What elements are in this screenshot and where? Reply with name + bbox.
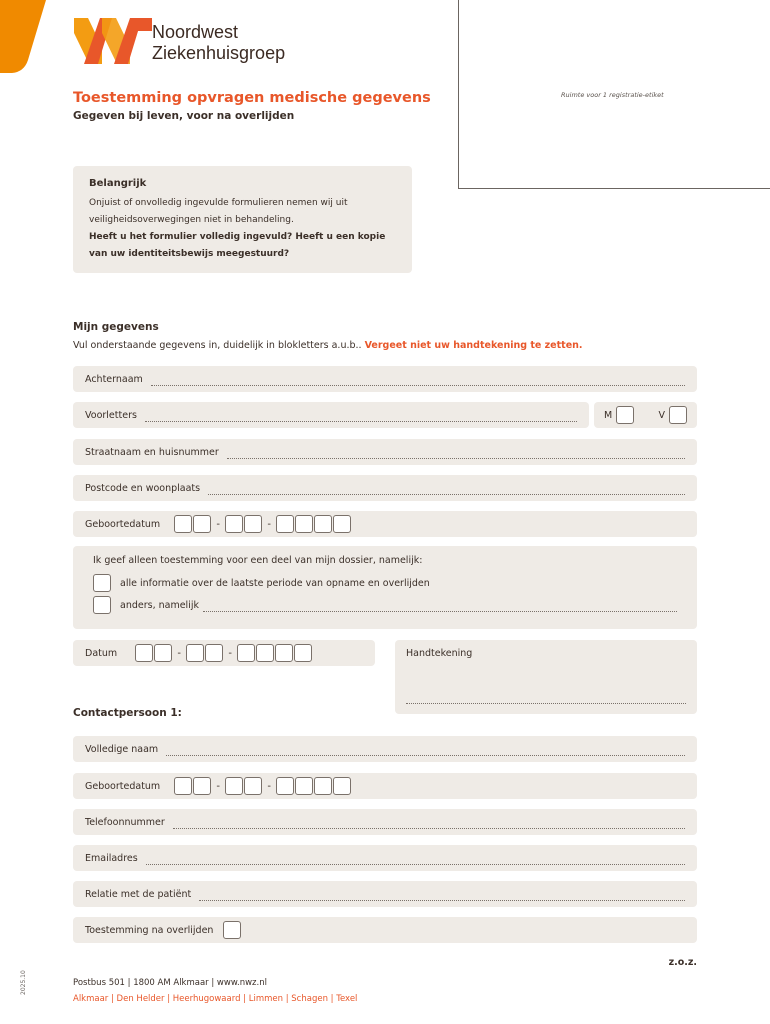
field-achternaam[interactable] <box>73 366 697 392</box>
date-year-box[interactable] <box>314 777 332 795</box>
section-title-mijn-gegevens: Mijn gegevens <box>73 321 159 333</box>
field-label: Emailadres <box>85 852 138 864</box>
field-toestemming-na-overlijden <box>73 917 697 943</box>
date-separator: - <box>216 780 220 792</box>
signature-line <box>406 703 686 704</box>
important-title: Belangrijk <box>89 178 147 189</box>
consent-heading: Ik geef alleen toestemming voor een deel van mijn dossier, namelijk: <box>93 555 423 566</box>
field-telefoonnummer[interactable] <box>73 809 697 835</box>
instruction-accent: Vergeet niet uw handtekening te zetten. <box>364 340 583 351</box>
gender-v-checkbox[interactable] <box>669 406 687 424</box>
date-year-box[interactable] <box>276 515 294 533</box>
brand-name <box>152 22 285 64</box>
date-year-box[interactable] <box>333 515 351 533</box>
date-month-box[interactable] <box>244 777 262 795</box>
field-voorletters[interactable] <box>73 402 589 428</box>
field-label: Achternaam <box>85 373 143 385</box>
footer-address: Postbus 501 | 1800 AM Alkmaar | www.nwz.nl <box>73 978 267 988</box>
signature-label: Handtekening <box>406 648 473 659</box>
date-separator: - <box>267 780 271 792</box>
dotted-line <box>208 485 685 495</box>
date-year-box[interactable] <box>275 644 293 662</box>
date-month-box[interactable] <box>186 644 204 662</box>
field-emailadres[interactable] <box>73 845 697 871</box>
date-year-box[interactable] <box>295 515 313 533</box>
date-year-box[interactable] <box>276 777 294 795</box>
instruction-text <box>73 340 583 351</box>
field-straat[interactable] <box>73 439 697 465</box>
brand-line2: Ziekenhuisgroep <box>152 43 286 63</box>
date-separator: - <box>267 518 271 530</box>
corner-decoration <box>0 0 46 74</box>
important-line2: veiligheidsoverwegingen niet in behandeling. <box>89 215 294 225</box>
date-day-box[interactable] <box>135 644 153 662</box>
important-notice <box>73 166 412 273</box>
date-day-box[interactable] <box>174 777 192 795</box>
date-month-box[interactable] <box>225 515 243 533</box>
date-year-box[interactable] <box>295 777 313 795</box>
field-label: Volledige naam <box>85 743 159 755</box>
date-separator: - <box>228 647 232 659</box>
date-day-box[interactable] <box>174 515 192 533</box>
date-year-box[interactable] <box>333 777 351 795</box>
page-title: Toestemming opvragen medische gegevens <box>73 90 431 106</box>
option-all-info-label: alle informatie over de laatste periode van opname en overlijden <box>120 577 430 589</box>
field-datum <box>73 640 375 666</box>
gender-select <box>594 402 697 428</box>
field-contact-geboortedatum <box>73 773 697 799</box>
option-other-label: anders, namelijk <box>120 599 199 611</box>
date-year-box[interactable] <box>314 515 332 533</box>
consent-options <box>73 546 697 629</box>
instruction-main: Vul onderstaande gegevens in, duidelijk in blokletters a.u.b.. <box>73 340 365 351</box>
toestemming-checkbox[interactable] <box>223 921 241 939</box>
date-input <box>174 515 351 533</box>
date-separator: - <box>216 518 220 530</box>
date-year-box[interactable] <box>256 644 274 662</box>
date-year-box[interactable] <box>237 644 255 662</box>
footer-locations: Alkmaar | Den Helder | Heerhugowaard | Limmen | Schagen | Texel <box>73 994 358 1004</box>
date-input <box>135 644 312 662</box>
date-year-box[interactable] <box>294 644 312 662</box>
nwz-logo-icon <box>72 15 154 67</box>
date-day-box[interactable] <box>193 515 211 533</box>
option-other[interactable] <box>93 596 677 614</box>
important-line1: Onjuist of onvolledig ingevulde formulieren nemen wij uit <box>89 198 348 208</box>
field-postcode[interactable] <box>73 475 697 501</box>
gender-v-label: V <box>658 409 665 421</box>
date-month-box[interactable] <box>205 644 223 662</box>
date-day-box[interactable] <box>154 644 172 662</box>
date-day-box[interactable] <box>193 777 211 795</box>
field-label: Geboortedatum <box>85 518 161 530</box>
option-all-info-checkbox[interactable] <box>93 574 111 592</box>
date-input <box>174 777 351 795</box>
dotted-line <box>173 819 685 829</box>
date-separator: - <box>177 647 181 659</box>
brand-line1: Noordwest <box>152 22 239 42</box>
gender-m-checkbox[interactable] <box>616 406 634 424</box>
dotted-line <box>227 449 685 459</box>
field-relatie[interactable] <box>73 881 697 907</box>
dotted-line <box>166 746 685 756</box>
registration-label-area <box>458 0 770 189</box>
field-label: Geboortedatum <box>85 780 161 792</box>
dotted-line <box>199 891 685 901</box>
field-label: Datum <box>85 647 118 659</box>
date-month-box[interactable] <box>244 515 262 533</box>
option-all-info[interactable] <box>93 574 677 592</box>
dotted-line <box>203 602 677 612</box>
field-label: Telefoonnummer <box>85 816 165 828</box>
registration-label-text: Ruimte voor 1 registratie-etiket <box>561 91 664 99</box>
signature-field[interactable] <box>395 640 697 714</box>
field-volledige-naam[interactable] <box>73 736 697 762</box>
field-label: Voorletters <box>85 409 137 421</box>
field-label: Relatie met de patiënt <box>85 888 192 900</box>
form-version-code: 2025.10 <box>20 970 27 995</box>
dotted-line <box>151 376 685 386</box>
date-month-box[interactable] <box>225 777 243 795</box>
dotted-line <box>146 855 685 865</box>
field-label: Toestemming na overlijden <box>85 924 214 936</box>
gender-m-label: M <box>604 409 613 421</box>
important-line3: Heeft u het formulier volledig ingevuld? Heeft u een kopie <box>89 232 386 242</box>
page-subtitle: Gegeven bij leven, voor na overlijden <box>73 110 295 122</box>
field-geboortedatum <box>73 511 697 537</box>
important-line4: van uw identiteitsbewijs meegestuurd? <box>89 249 290 259</box>
section-title-contactpersoon: Contactpersoon 1: <box>73 707 182 719</box>
page-turn-note: z.o.z. <box>668 957 697 968</box>
dotted-line <box>145 412 577 422</box>
field-label: Straatnaam en huisnummer <box>85 446 219 458</box>
option-other-checkbox[interactable] <box>93 596 111 614</box>
field-label: Postcode en woonplaats <box>85 482 201 494</box>
